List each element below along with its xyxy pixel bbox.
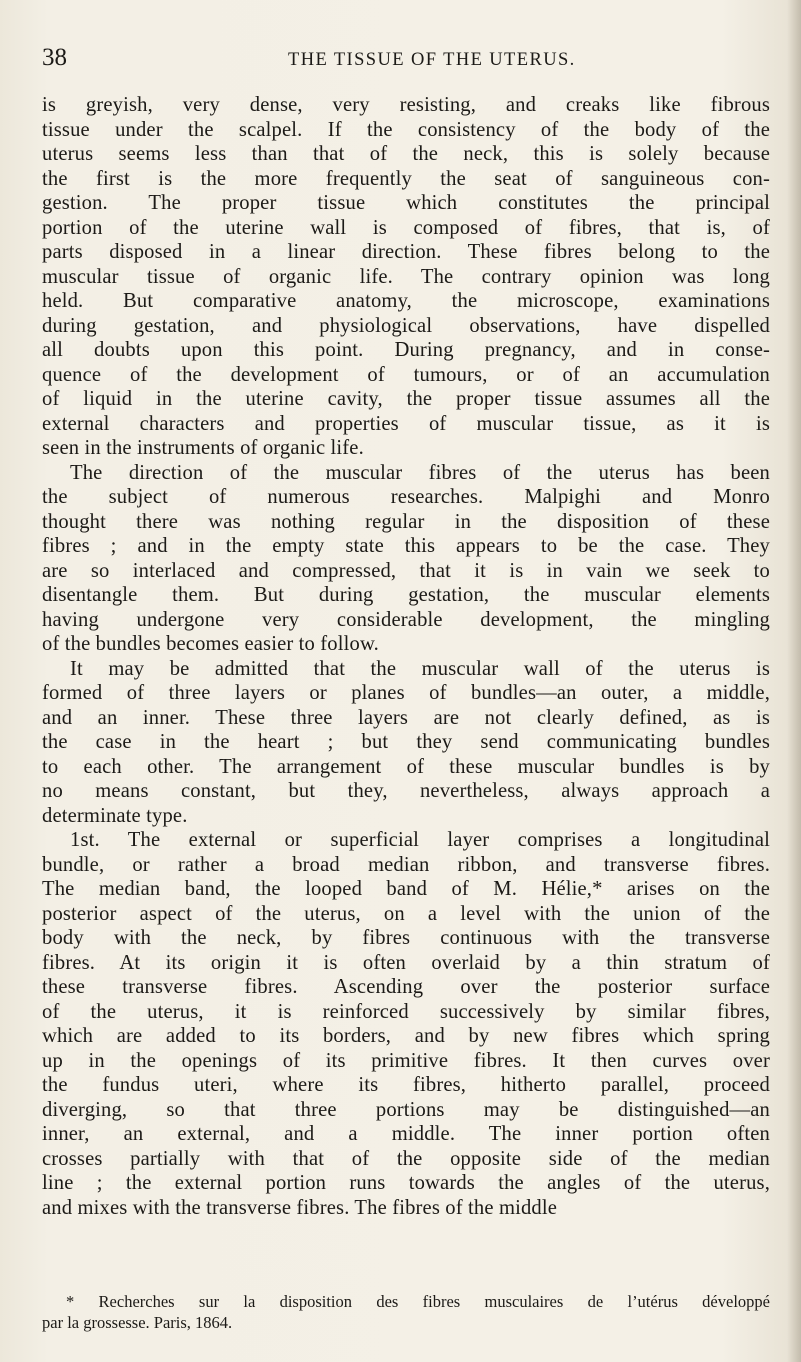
text-line: the case in the heart ; but they send communicating bundles	[42, 731, 770, 753]
text-line: fibres ; and in the empty state this appears to be the case. They	[42, 535, 770, 557]
text-line: 1st. The external or superficial layer comprises a longitudinal	[70, 829, 770, 851]
text-line: disentangle them. But during gestation, the muscular elements	[42, 584, 770, 606]
page-number: 38	[42, 44, 67, 71]
text-line: having undergone very considerable development, the mingling	[42, 608, 770, 631]
text-line: muscular tissue of organic life. The contrary opinion was long	[42, 265, 770, 288]
text-line: crosses partially with that of the opposite side of the median	[42, 1147, 770, 1170]
text-line: quence of the development of tumours, or of an accumulation	[42, 363, 770, 386]
text-line: and mixes with the transverse fibres. The fibres of the middle	[42, 1196, 558, 1219]
text-line: of the uterus, it is reinforced successively by similar fibres,	[42, 1000, 770, 1023]
text-line: and an inner. These three layers are not clearly defined, as is	[42, 706, 770, 729]
text-line: tissue under the scalpel. If the consistency of the body of the	[42, 118, 770, 141]
text-line: gestion. The proper tissue which constitutes the principal	[42, 192, 770, 214]
text-line: the first is the more frequently the seat of sanguineous con-	[42, 167, 770, 190]
text-line: uterus seems less than that of the neck, this is solely because	[42, 143, 770, 165]
text-line: are so interlaced and compressed, that it is in vain we seek to	[42, 559, 770, 582]
text-line: the fundus uteri, where its fibres, hitherto parallel, proceed	[42, 1074, 770, 1096]
text-line: bundle, or rather a broad median ribbon, and transverse fibres.	[42, 853, 770, 876]
text-line: fibres. At its origin it is often overlaid by a thin stratum of	[42, 951, 770, 974]
text-line: these transverse fibres. Ascending over the posterior surface	[42, 976, 770, 998]
text-line: diverging, so that three portions may be distinguished—an	[42, 1098, 770, 1121]
text-line: parts disposed in a linear direction. These fibres belong to the	[42, 241, 770, 263]
text-line: The direction of the muscular fibres of the uterus has been	[70, 461, 770, 484]
text-line: held. But comparative anatomy, the microscope, examinations	[42, 290, 770, 312]
text-line: formed of three layers or planes of bundles—an outer, a middle,	[42, 682, 770, 704]
body-text	[42, 93, 770, 1220]
text-line: It may be admitted that the muscular wall of the uterus is	[70, 657, 770, 680]
text-line: during gestation, and physiological observations, have dispelled	[42, 314, 770, 337]
text-line: determinate type.	[42, 804, 188, 827]
text-line: to each other. The arrangement of these muscular bundles is by	[42, 755, 770, 778]
text-line: all doubts upon this point. During pregnancy, and in conse-	[42, 339, 770, 361]
text-line: up in the openings of its primitive fibres. It then curves over	[42, 1049, 770, 1072]
text-line: which are added to its borders, and by new fibres which spring	[42, 1025, 770, 1047]
running-head: THE TISSUE OF THE UTERUS.	[288, 50, 576, 70]
text-line: seen in the instruments of organic life.	[42, 437, 364, 459]
text-line: portion of the uterine wall is composed of fibres, that is, of	[42, 216, 770, 239]
footnote-line: par la grossesse. Paris, 1864.	[42, 1313, 233, 1332]
text-line: The median band, the looped band of M. Hélie,* arises on the	[42, 878, 770, 900]
text-line: the subject of numerous researches. Malpighi and Monro	[42, 486, 770, 508]
text-line: thought there was nothing regular in the disposition of these	[42, 510, 770, 533]
text-line: no means constant, but they, nevertheless, always approach a	[42, 780, 770, 802]
text-line: is greyish, very dense, very resisting, and creaks like fibrous	[42, 94, 770, 116]
text-line: posterior aspect of the uterus, on a level with the union of the	[42, 902, 770, 925]
text-line: line ; the external portion runs towards the angles of the uterus,	[42, 1172, 770, 1194]
text-line: of liquid in the uterine cavity, the proper tissue assumes all the	[42, 388, 770, 410]
text-line: external characters and properties of muscular tissue, as it is	[42, 412, 770, 435]
page-edge-shadow	[787, 0, 801, 1362]
page-header	[42, 44, 761, 74]
text-line: of the bundles becomes easier to follow.	[42, 633, 379, 655]
footnote	[42, 1291, 770, 1333]
footnote-line: * Recherches sur la disposition des fibres musculaires de l’utérus développé	[66, 1292, 770, 1311]
text-line: inner, an external, and a middle. The inner portion often	[42, 1123, 770, 1145]
text-line: body with the neck, by fibres continuous with the transverse	[42, 927, 770, 949]
